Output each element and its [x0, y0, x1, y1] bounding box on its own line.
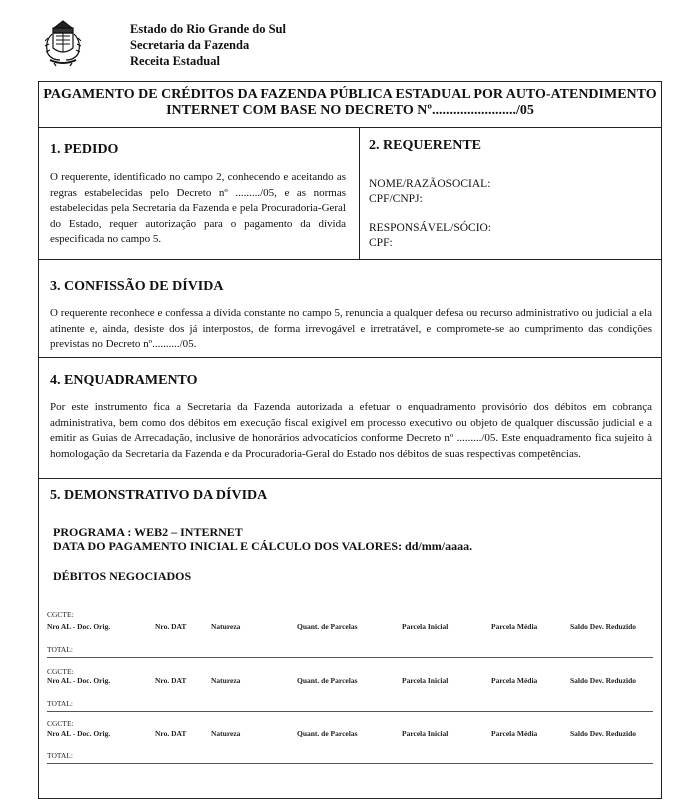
section-enquadramento-text: Por este instrumento fica a Secretaria da Fazenda autorizada a efetuar o enquadramento provisório dos débitos em cobrança administrativa, bem como dos débitos em execução fiscal exigível em processo executivo ou objeto de qualquer discussão judicial e a emitir as Guias de Arrecadação, inclusive de honorários advocatícios conforme Decreto nº ........./05. Este enquadramento fica sujeito à homologação da Secretaria da Fazenda e da Procuradoria-Geral do Estado nos débitos de suas respectivas competências. [50, 401, 652, 460]
col-parcela-inicial: Parcela Inicial [402, 729, 449, 738]
state-coat-of-arms-icon [42, 18, 84, 68]
total-label: TOTAL: [47, 645, 73, 654]
col-nro-al: Nro AL - Doc. Orig. [47, 729, 111, 738]
section-demonstrativo-heading: 5. DEMONSTRATIVO DA DÍVIDA [50, 488, 268, 503]
col-natureza: Natureza [211, 676, 241, 685]
divider [39, 478, 661, 479]
section-confissao-text: O requerente reconhece e confessa a dívida constante no campo 5, renuncia a qualquer defesa ou recurso administrativo ou judicial a ela atinente e, ainda, desiste dos já interpostos, de forma irrevogável e irretratável, e compromete-se ao cumprimento das condições previstas no Decreto nº........../05. [50, 307, 652, 350]
form-title-line1: PAGAMENTO DE CRÉDITOS DA FAZENDA PÚBLICA ESTADUAL POR AUTO-ATENDIMENTO [43, 87, 657, 102]
data-pagamento-label: DATA DO PAGAMENTO INICIAL E CÁLCULO DOS VALORES: dd/mm/aaaa. [53, 539, 473, 553]
col-nro-dat: Nro. DAT [155, 676, 187, 685]
agency-state: Estado do Rio Grande do Sul [130, 22, 286, 36]
debitos-negociados-label: DÉBITOS NEGOCIADOS [53, 569, 192, 583]
divider [47, 657, 653, 658]
divider [47, 763, 653, 764]
col-nro-al: Nro AL - Doc. Orig. [47, 676, 111, 685]
col-parcela-media: Parcela Média [491, 729, 538, 738]
field-responsavel-socio[interactable]: RESPONSÁVEL/SÓCIO: [369, 222, 492, 234]
agency-header [130, 21, 286, 69]
cgcte-label: CGCTE: [47, 719, 74, 728]
col-natureza: Natureza [211, 622, 241, 631]
section-enquadramento-heading: 4. ENQUADRAMENTO [50, 373, 198, 388]
col-parcela-media: Parcela Média [491, 622, 538, 631]
field-cpf[interactable]: CPF: [369, 237, 393, 249]
col-quant-parcelas: Quant. de Parcelas [297, 729, 358, 738]
total-label: TOTAL: [47, 699, 73, 708]
col-nro-dat: Nro. DAT [155, 729, 187, 738]
field-cpf-cnpj[interactable]: CPF/CNPJ: [369, 193, 423, 205]
divider [39, 127, 661, 128]
col-nro-dat: Nro. DAT [155, 622, 187, 631]
form-title-line2: INTERNET COM BASE NO DECRETO Nº......................../05 [166, 103, 534, 118]
col-nro-al: Nro AL - Doc. Orig. [47, 622, 111, 631]
col-saldo-dev: Saldo Dev. Reduzido [570, 729, 637, 738]
col-saldo-dev: Saldo Dev. Reduzido [570, 622, 637, 631]
col-quant-parcelas: Quant. de Parcelas [297, 676, 358, 685]
cgcte-label: CGCTE: [47, 667, 74, 676]
section-requerente-heading: 2. REQUERENTE [369, 138, 482, 153]
col-quant-parcelas: Quant. de Parcelas [297, 622, 358, 631]
agency-revenue: Receita Estadual [130, 54, 220, 68]
section-pedido-heading: 1. PEDIDO [50, 142, 119, 157]
total-label: TOTAL: [47, 751, 73, 760]
programa-label: PROGRAMA : WEB2 – INTERNET [53, 525, 243, 539]
divider [39, 259, 661, 260]
col-parcela-inicial: Parcela Inicial [402, 622, 449, 631]
field-nome-razao-social[interactable]: NOME/RAZÃOSOCIAL: [369, 178, 491, 190]
col-natureza: Natureza [211, 729, 241, 738]
section-pedido-text: O requerente, identificado no campo 2, conhecendo e aceitando as regras estabelecidas pelo Decreto nº ........./05, e as normas estabelecidas pela Secretaria da Fazenda e pela Procuradoria-Geral do Estado, requer autorização para o pagamento da dívida especificada no campo 5. [50, 171, 346, 245]
form-frame [38, 81, 662, 799]
divider [39, 357, 661, 358]
section-confissao-heading: 3. CONFISSÃO DE DÍVIDA [50, 279, 224, 294]
divider [47, 711, 653, 712]
col-saldo-dev: Saldo Dev. Reduzido [570, 676, 637, 685]
column-divider [359, 127, 360, 259]
col-parcela-inicial: Parcela Inicial [402, 676, 449, 685]
col-parcela-media: Parcela Média [491, 676, 538, 685]
agency-secretariat: Secretaria da Fazenda [130, 38, 250, 52]
cgcte-label: CGCTE: [47, 610, 74, 619]
